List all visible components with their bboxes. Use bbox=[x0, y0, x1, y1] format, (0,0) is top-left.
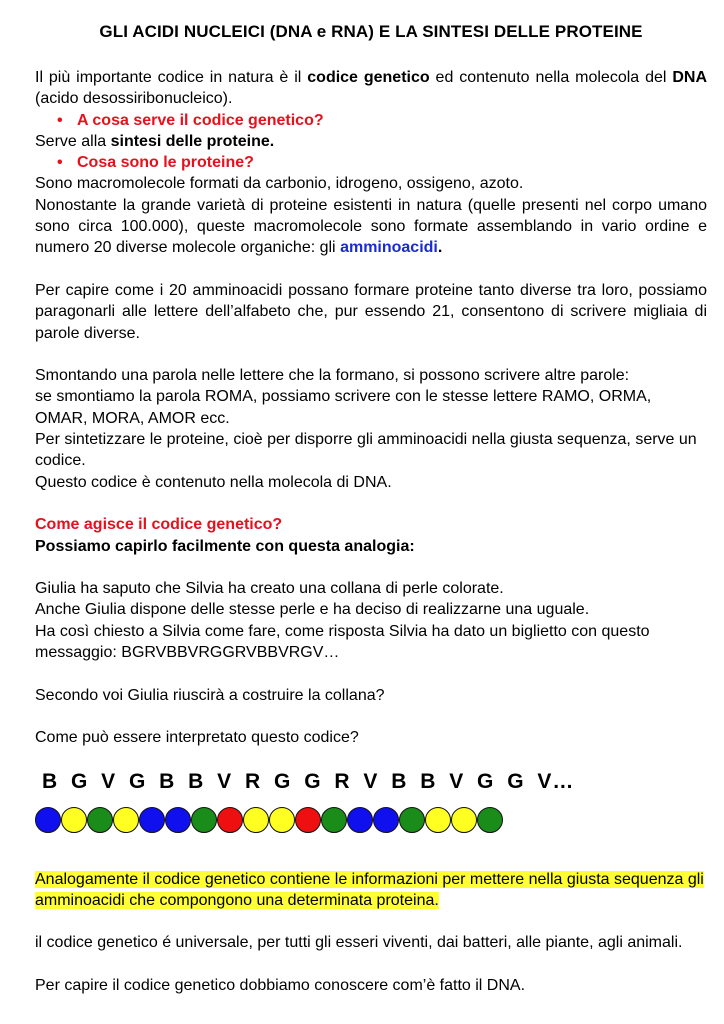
roma-line-3: Per sintetizzare le proteine, cioè per disporre gli amminoacidi nella giusta sequenza, serve un codice. bbox=[35, 431, 697, 470]
bead bbox=[165, 807, 191, 833]
answer-2-line-1: Sono macromolecole formati da carbonio, idrogeno, ossigeno, azoto. bbox=[35, 175, 524, 193]
intro-paragraph bbox=[35, 67, 707, 110]
color-code-sequence: B G V G B B V R G G R V B B V G G V… bbox=[42, 769, 575, 793]
bead bbox=[347, 807, 373, 833]
analogy-heading-text: Possiamo capirlo facilmente con questa analogia: bbox=[35, 537, 415, 555]
highlighted-conclusion: Analogamente il codice genetico contiene le informazioni per mettere nella giusta sequenza gli amminoacidi che compongono una determinata proteina. bbox=[35, 870, 704, 909]
document-page bbox=[35, 20, 707, 996]
story-line-1: Giulia ha saputo che Silvia ha creato una collana di perle colorate. bbox=[35, 580, 504, 598]
bead bbox=[477, 807, 503, 833]
closing-paragraph: Per capire il codice genetico dobbiamo conoscere com’è fatto il DNA. bbox=[35, 976, 526, 994]
question-2-text: Cosa sono le proteine? bbox=[77, 154, 254, 172]
bead-necklace bbox=[35, 807, 707, 835]
bead bbox=[217, 807, 243, 833]
bead bbox=[321, 807, 347, 833]
bullet-icon: • bbox=[57, 154, 63, 172]
question-2 bbox=[35, 152, 707, 173]
bead bbox=[191, 807, 217, 833]
roma-line-1: Smontando una parola nelle lettere che la formano, si possono scrivere altre parole: bbox=[35, 367, 630, 385]
answer-1-text: Serve alla bbox=[35, 132, 111, 150]
bead bbox=[61, 807, 87, 833]
analogy-conclusion bbox=[35, 869, 707, 912]
universal-code-paragraph: il codice genetico é universale, per tutti gli esseri viventi, dai batteri, alle piante, agli animali. bbox=[35, 934, 683, 952]
bead bbox=[243, 807, 269, 833]
answer-2-line-2 bbox=[35, 195, 707, 259]
question-1 bbox=[35, 110, 707, 131]
bullet-icon: • bbox=[57, 111, 63, 129]
bead bbox=[269, 807, 295, 833]
answer-1-bold: sintesi delle proteine. bbox=[110, 132, 275, 150]
question-interpret: Come può essere interpretato questo codice? bbox=[35, 729, 359, 747]
bead bbox=[399, 807, 425, 833]
bead bbox=[113, 807, 139, 833]
answer-2-text: Nonostante la grande varietà di proteine esistenti in natura (quelle presenti nel corpo umano sono circa 100.000), queste macromolecole sono formate assemblando in vario ordine e numero 20 diverse molecole organiche: gli bbox=[35, 196, 707, 257]
intro-text: Il più importante codice in natura è il bbox=[35, 69, 308, 86]
answer-2-period: . bbox=[437, 239, 443, 257]
bead bbox=[35, 807, 61, 833]
page-title: GLI ACIDI NUCLEICI (DNA e RNA) E LA SINTESI DELLE PROTEINE bbox=[99, 22, 643, 41]
intro-text-2: ed contenuto nella molecola del bbox=[429, 69, 673, 86]
bead bbox=[295, 807, 321, 833]
intro-bold-codice: codice genetico bbox=[307, 69, 430, 86]
bead bbox=[87, 807, 113, 833]
alphabet-paragraph: Per capire come i 20 amminoacidi possano formare proteine tanto diverse tra loro, possiamo paragonarli alle lettere dell’alfabeto che, pur essendo 21, consentono di scrivere migliaia di parole diverse. bbox=[35, 281, 707, 342]
bead bbox=[373, 807, 399, 833]
answer-1 bbox=[35, 131, 707, 152]
roma-line-4: Questo codice è contenuto nella molecola di DNA. bbox=[35, 473, 392, 491]
roma-line-2: se smontiamo la parola ROMA, possiamo scrivere con le stesse lettere RAMO, ORMA, OMAR, MORA, AMOR ecc. bbox=[35, 388, 652, 427]
question-3: Come agisce il codice genetico? bbox=[35, 516, 283, 534]
story-line-3: Ha così chiesto a Silvia come fare, come risposta Silvia ha dato un biglietto con questo messaggio: BGRVBBVRGGRVBBVRGV… bbox=[35, 622, 650, 662]
intro-text-3: (acido desossiribonucleico). bbox=[35, 90, 233, 108]
analogy-heading bbox=[35, 536, 707, 557]
bead bbox=[425, 807, 451, 833]
question-necklace: Secondo voi Giulia riuscirà a costruire la collana? bbox=[35, 686, 385, 704]
bead bbox=[139, 807, 165, 833]
intro-bold-dna: DNA bbox=[672, 69, 708, 86]
bead bbox=[451, 807, 477, 833]
question-1-text: A cosa serve il codice genetico? bbox=[77, 111, 324, 129]
amminoacidi-highlight: amminoacidi bbox=[340, 239, 438, 257]
story-line-2: Anche Giulia dispone delle stesse perle e ha deciso di realizzarne una uguale. bbox=[35, 601, 590, 619]
